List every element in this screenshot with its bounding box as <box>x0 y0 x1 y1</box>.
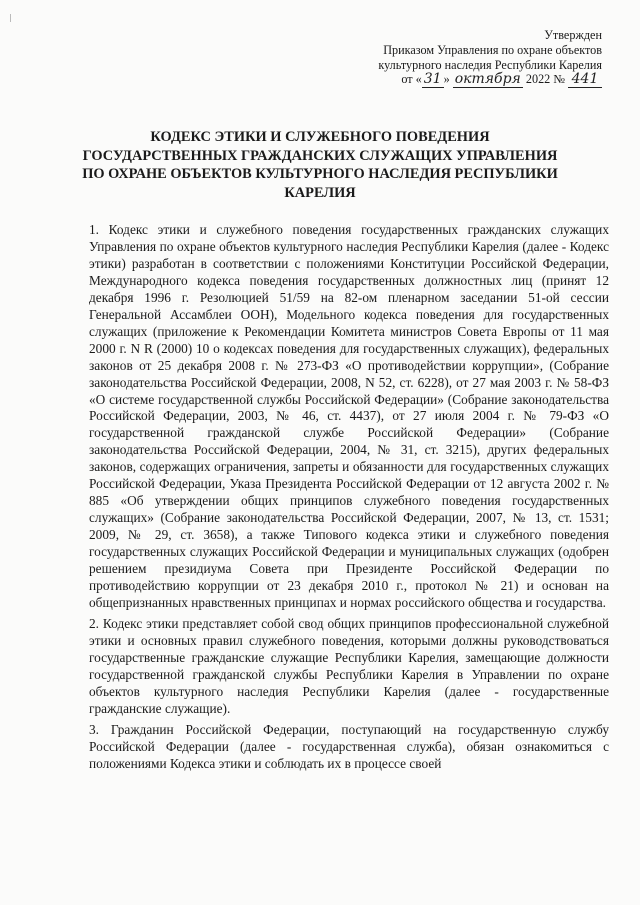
handwritten-month: октября <box>454 71 521 88</box>
approval-date-line <box>302 72 602 88</box>
paragraph-3: 3. Гражданин Российской Федерации, поступающий на государственную службу Российской Федерации (далее - государственная служба), обязан ознакомиться с положениями Кодекса этики и соблюдать их в процессе своей <box>89 721 609 771</box>
date-mid: » <box>443 72 450 87</box>
handwritten-number: 441 <box>568 72 602 88</box>
paragraph-1: 1. Кодекс этики и служебного поведения государственных гражданских служащих Управления по охране объектов культурного наследия Республики Карелия (далее - Кодекс этики) разработан в соответствии с положениями Конституции Российской Федерации, Международного кодекса поведения государственных должностных лиц (принят 12 декабря 1996 г. Резолюцией 51/59 на 82-ом пленарном заседании 51-ой сессии Генеральной Ассамблеи ООН), Модельного кодекса поведения для государственных служащих (приложение к Рекомендации Комитета министров Совета Европы от 11 мая 2000 г. N R (2000) 10 о кодексах поведения для государственных служащих), федеральных законов от 25 декабря 2008 г. № 273-ФЗ «О противодействии коррупции», (Собрание законодательства Российской Федерации, 2008, N 52, ст. 6228), от 27 мая 2003 г. № 58-ФЗ «О системе государственной службы Российской Федерации» (Собрание законодательства Российской Федерации, 2003, № 46, ст. 4437), от 27 июля 2004 г. № 79-ФЗ «О государственной гражданской службе Российской Федерации» (Собрание законодательства Российской Федерации, 2004, № 31, ст. 3215), других федеральных законов, содержащих ограничения, запреты и обязанности для государственных служащих Российской Федерации, Указа Президента Российской Федерации от 12 августа 2002 г. № 885 «Об утверждении общих принципов служебного поведения государственных служащих» (Собрание законодательства Российской Федерации, 2007, № 13, ст. 1531; 2009, № 29, ст. 3658), а также Типового кодекса этики и служебного поведения государственных служащих Российской Федерации и муниципальных служащих (одобрен решением президиума Совета при Президенте Российской Федерации по противодействию коррупции от 23 декабря 2010 г., протокол № 21) и основан на общепризнанных нравственных принципах и нормах российского общества и государства. <box>89 222 609 610</box>
approval-line-2: Приказом Управления по охране объектов <box>383 42 602 57</box>
approval-stamp-block <box>302 28 602 88</box>
scan-mark <box>10 14 13 22</box>
paragraph-2: 2. Кодекс этики представляет собой свод общих принципов профессиональной служебной этики и основных правил служебного поведения, которыми должны руководствоваться государственные гражданские служащие Республики Карелия, замещающие должности государственной гражданской службы Республики Карелия в Управлении по охране объектов культурного наследия Республики Карелия (далее - государственные гражданские служащие). <box>89 615 609 716</box>
date-prefix: от « <box>401 72 422 87</box>
year-text: 2022 № <box>525 72 565 87</box>
handwritten-day: 31 <box>423 71 442 88</box>
document-title <box>80 128 560 202</box>
approval-line-1: Утвержден <box>544 28 602 42</box>
title-line-2: ГОСУДАРСТВЕННЫХ ГРАЖДАНСКИХ СЛУЖАЩИХ УПРАВЛЕНИЯ <box>82 147 558 164</box>
title-line-4: КАРЕЛИЯ <box>284 184 356 201</box>
title-line-3: ПО ОХРАНЕ ОБЪЕКТОВ КУЛЬТУРНОГО НАСЛЕДИЯ РЕСПУБЛИКИ <box>82 166 558 183</box>
approval-line-3: культурного наследия Республики Карелия <box>378 57 602 72</box>
document-body <box>89 222 609 777</box>
title-line-1: КОДЕКС ЭТИКИ И СЛУЖЕБНОГО ПОВЕДЕНИЯ <box>150 129 490 145</box>
